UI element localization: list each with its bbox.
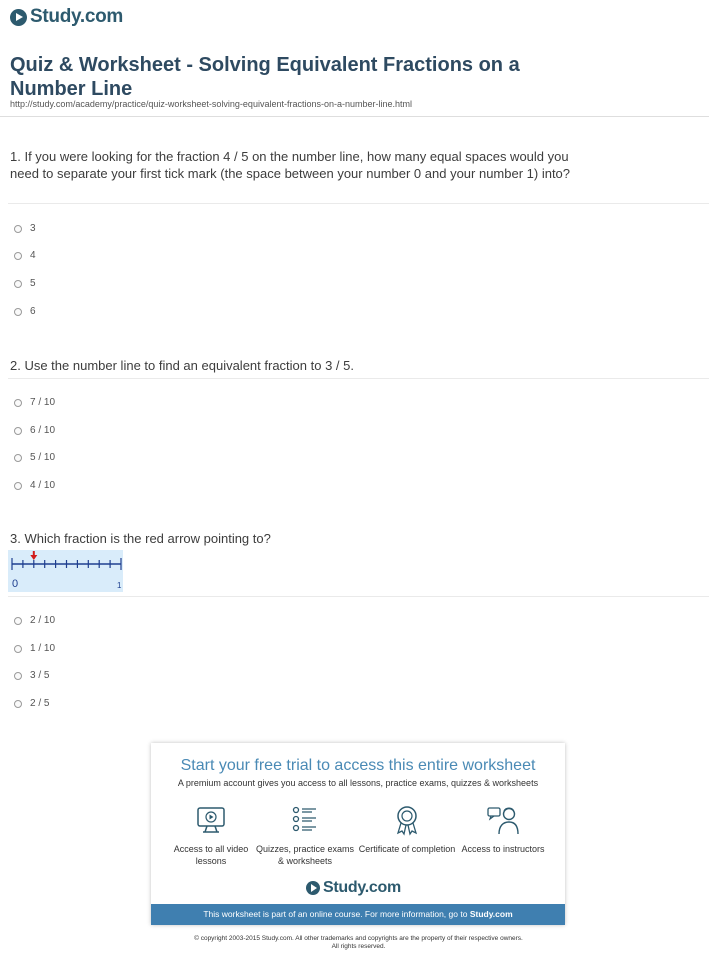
q3-option-a[interactable] — [14, 615, 55, 626]
option-label: 5 — [30, 278, 36, 289]
study-logo-cta[interactable] — [306, 879, 401, 897]
study-logo[interactable] — [10, 6, 123, 28]
feature-label: Access to instructors — [461, 844, 545, 854]
red-arrow-icon — [30, 555, 37, 560]
option-label: 3 — [30, 223, 36, 234]
page-title: Quiz & Worksheet - Solving Equivalent Fractions on a Number Line — [10, 54, 520, 100]
free-trial-panel — [151, 743, 565, 925]
option-label: 2 / 10 — [30, 615, 56, 626]
logo-text: Study.com — [323, 879, 401, 896]
free-trial-title[interactable]: Start your free trial to access this entire worksheet — [180, 757, 536, 774]
copyright — [0, 935, 717, 951]
free-trial-footer — [151, 904, 565, 925]
question-3-divider — [8, 596, 709, 597]
radio-button[interactable] — [14, 252, 22, 260]
q2-option-c[interactable] — [14, 452, 55, 463]
radio-button[interactable] — [14, 617, 22, 625]
q3-option-d[interactable] — [14, 698, 49, 709]
video-lesson-icon — [194, 803, 228, 837]
q3-option-b[interactable] — [14, 643, 55, 654]
question-2-divider — [8, 378, 709, 379]
radio-button[interactable] — [14, 225, 22, 233]
play-logo-icon — [306, 881, 320, 895]
option-label: 4 / 10 — [30, 480, 56, 491]
q1-option-b[interactable] — [14, 250, 36, 261]
radio-button[interactable] — [14, 280, 22, 288]
feature-label: Access to all video lessons — [173, 844, 249, 866]
page-url: http://study.com/academy/practice/quiz-worksheet-solving-equivalent-fractions-on-a-number-line.html — [10, 99, 413, 109]
copyright-line-1: © copyright 2003-2015 Study.com. All other trademarks and copyrights are the property of their respective owners. — [194, 935, 523, 942]
q2-option-b[interactable] — [14, 425, 55, 436]
feature-label: Quizzes, practice exams & worksheets — [255, 844, 355, 866]
number-line-start-label: 0 — [12, 578, 19, 590]
feature-certificate — [357, 803, 457, 855]
q3-option-c[interactable] — [14, 670, 49, 681]
number-line-svg — [8, 550, 123, 592]
radio-button[interactable] — [14, 427, 22, 435]
question-1-divider — [8, 203, 709, 204]
number-line-end-label: 1 — [117, 581, 122, 590]
q1-option-c[interactable] — [14, 278, 36, 289]
certificate-icon — [390, 803, 424, 837]
play-logo-icon — [10, 9, 27, 26]
copyright-line-2: All rights reserved. — [331, 943, 386, 950]
option-label: 5 / 10 — [30, 452, 56, 463]
feature-video-lessons — [161, 803, 261, 867]
footer-link[interactable]: Study.com — [469, 909, 513, 919]
radio-button[interactable] — [14, 645, 22, 653]
free-trial-subtitle: A premium account gives you access to all lessons, practice exams, quizzes & worksheets — [177, 778, 539, 788]
option-label: 4 — [30, 250, 36, 261]
feature-label: Certificate of completion — [358, 844, 456, 854]
radio-button[interactable] — [14, 399, 22, 407]
question-2-text: 2. Use the number line to find an equivalent fraction to 3 / 5. — [10, 358, 354, 373]
radio-button[interactable] — [14, 482, 22, 490]
footer-text: This worksheet is part of an online course. For more information, go to — [203, 909, 468, 919]
logo-text: Study.com — [30, 6, 124, 27]
radio-button[interactable] — [14, 308, 22, 316]
option-label: 2 / 5 — [30, 698, 50, 709]
quiz-list-icon — [288, 803, 322, 837]
feature-instructors — [453, 803, 553, 855]
header-divider — [0, 116, 709, 117]
radio-button[interactable] — [14, 700, 22, 708]
instructor-icon — [486, 803, 520, 837]
number-line-figure — [8, 550, 123, 592]
radio-button[interactable] — [14, 672, 22, 680]
option-label: 3 / 5 — [30, 670, 50, 681]
q1-option-d[interactable] — [14, 306, 36, 317]
option-label: 1 / 10 — [30, 643, 56, 654]
feature-quizzes — [255, 803, 355, 867]
q2-option-d[interactable] — [14, 480, 55, 491]
question-3-text: 3. Which fraction is the red arrow pointing to? — [10, 531, 271, 546]
radio-button[interactable] — [14, 454, 22, 462]
q2-option-a[interactable] — [14, 397, 55, 408]
option-label: 6 / 10 — [30, 425, 56, 436]
q1-option-a[interactable] — [14, 223, 36, 234]
option-label: 7 / 10 — [30, 397, 56, 408]
question-1-text: 1. If you were looking for the fraction 4 / 5 on the number line, how many equal spaces would you need to separate your first tick mark (the space between your number 0 and your number 1) into? — [10, 149, 571, 181]
option-label: 6 — [30, 306, 36, 317]
